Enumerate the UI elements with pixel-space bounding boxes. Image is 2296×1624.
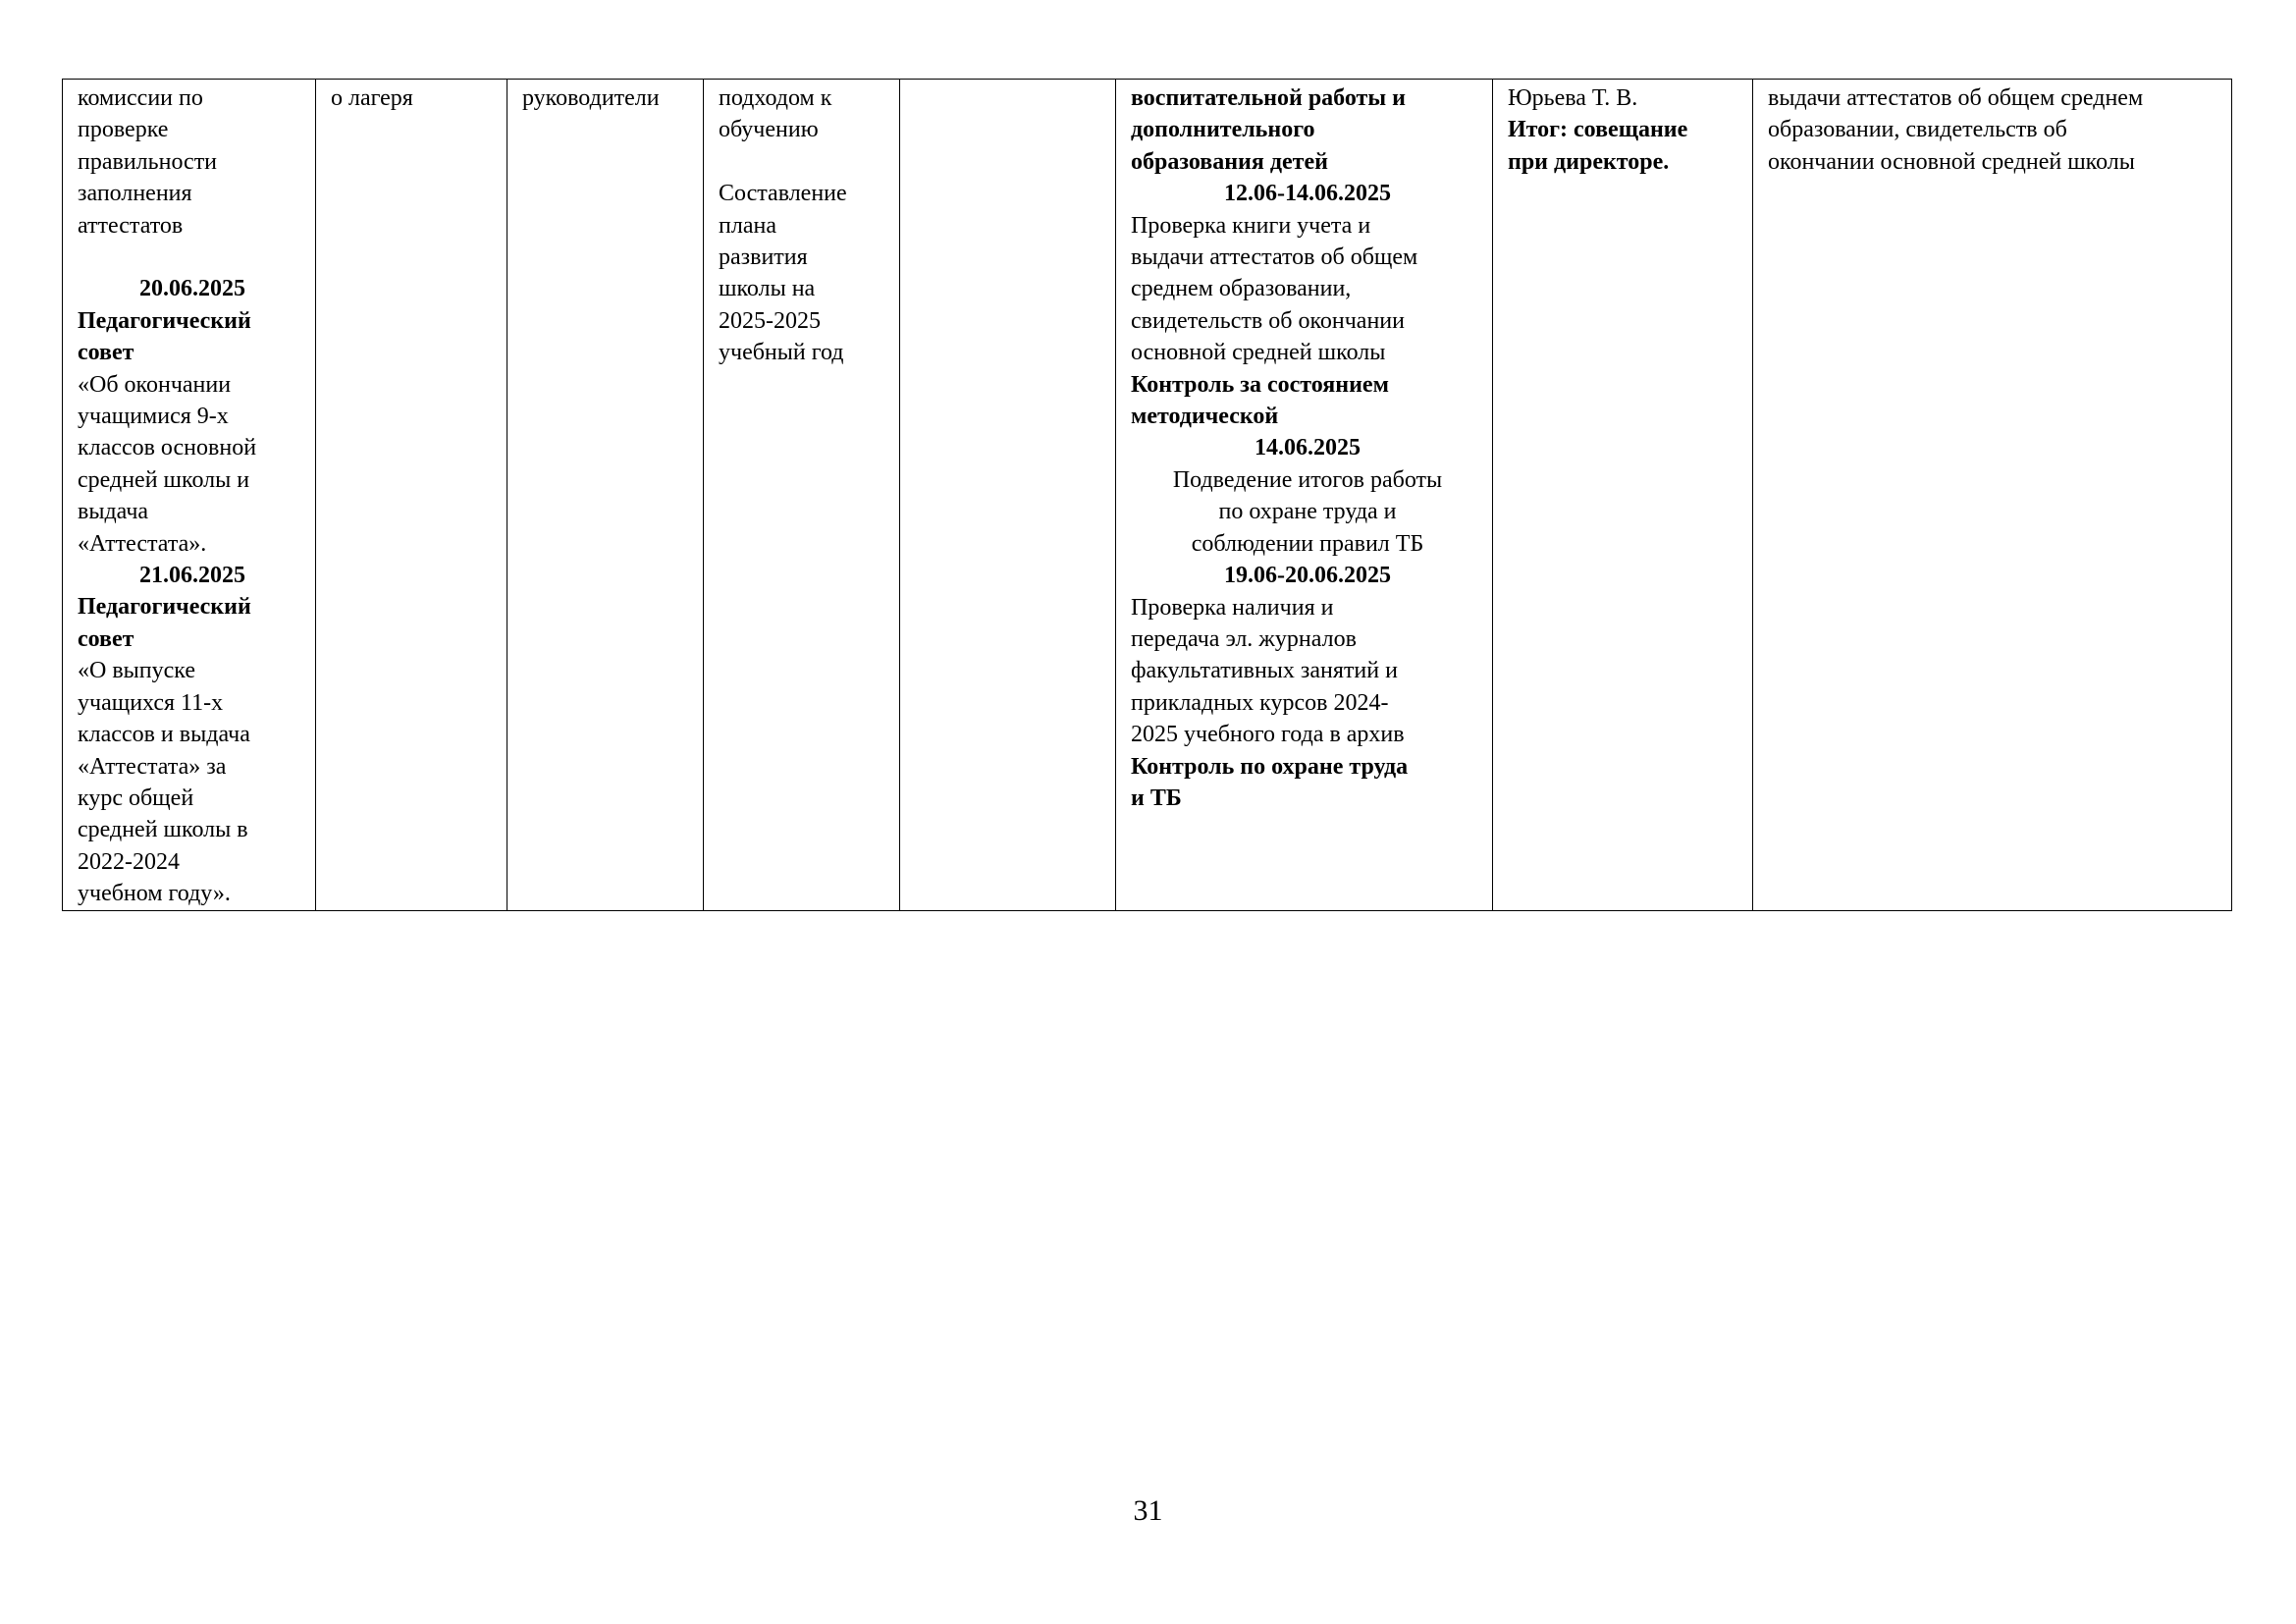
result-text: при директоре. (1508, 148, 1670, 175)
responsible-person: Юрьева Т. В. (1508, 85, 1638, 111)
table-row (63, 80, 2232, 911)
cell-text: комиссии по (78, 85, 203, 111)
cell-text: выдачи аттестатов об общем среднем (1768, 85, 2144, 111)
cell-text: правильности (78, 148, 218, 175)
cell-text: по охране труда и (1218, 499, 1397, 525)
blank-line (78, 242, 307, 273)
cell-text: «Аттестата» за (78, 753, 227, 780)
section-heading: и ТБ (1131, 785, 1182, 811)
cell-text: классов основной (78, 435, 257, 461)
cell-text: 2025-2025 (719, 307, 821, 334)
date-heading: 14.06.2025 (1255, 435, 1361, 461)
cell-text: плана (719, 212, 776, 239)
cell-text: 2025 учебного года в архив (1131, 722, 1405, 748)
cell-text: подходом к (719, 85, 832, 111)
cell-text: средней школы в (78, 817, 248, 843)
section-heading: Контроль за состоянием (1131, 371, 1389, 398)
cell-text: выдача (78, 499, 149, 525)
cell-text: Проверка книги учета и (1131, 212, 1371, 239)
cell-col2 (316, 80, 507, 911)
cell-text: руководители (522, 85, 660, 111)
cell-text: передача эл. журналов (1131, 625, 1357, 652)
cell-text: Составление (719, 181, 847, 207)
cell-text: 2022-2024 (78, 848, 180, 875)
section-heading: образования детей (1131, 148, 1328, 175)
date-heading: 12.06-14.06.2025 (1224, 181, 1391, 207)
cell-text: «Об окончании (78, 371, 232, 398)
date-heading: 21.06.2025 (139, 563, 245, 589)
cell-text: курс общей (78, 785, 194, 811)
meeting-heading: совет (78, 625, 134, 652)
section-heading: методической (1131, 404, 1279, 430)
cell-text: «Аттестата». (78, 530, 207, 557)
cell-col8 (1753, 80, 2232, 911)
result-text: Итог: совещание (1508, 117, 1688, 143)
meeting-heading: совет (78, 340, 134, 366)
cell-col3 (507, 80, 704, 911)
cell-text: обучению (719, 117, 819, 143)
cell-col4 (704, 80, 900, 911)
cell-text: проверке (78, 117, 169, 143)
cell-text: аттестатов (78, 212, 184, 239)
plan-table (62, 79, 2232, 911)
cell-text: учащихся 11-х (78, 689, 224, 716)
cell-text: классов и выдача (78, 722, 250, 748)
cell-text: учащимися 9-х (78, 404, 229, 430)
cell-text: средней школы и (78, 466, 250, 493)
cell-text: среднем образовании, (1131, 276, 1352, 302)
meeting-heading: Педагогический (78, 594, 251, 621)
cell-text: учебный год (719, 340, 844, 366)
cell-text: заполнения (78, 181, 192, 207)
meeting-heading: Педагогический (78, 307, 251, 334)
date-heading: 19.06-20.06.2025 (1224, 563, 1391, 589)
page-number: 31 (1133, 1494, 1163, 1527)
cell-text: учебном году». (78, 881, 231, 907)
section-heading: воспитательной работы и (1131, 85, 1406, 111)
cell-col1 (63, 80, 316, 911)
cell-text: выдачи аттестатов об общем (1131, 244, 1418, 271)
cell-text: прикладных курсов 2024- (1131, 689, 1389, 716)
cell-text: окончании основной средней школы (1768, 148, 2135, 175)
cell-text: свидетельств об окончании (1131, 307, 1405, 334)
cell-text: образовании, свидетельств об (1768, 117, 2067, 143)
section-heading: дополнительного (1131, 117, 1315, 143)
cell-text: основной средней школы (1131, 340, 1386, 366)
cell-text: соблюдении правил ТБ (1191, 530, 1424, 557)
cell-text: «О выпуске (78, 658, 195, 684)
cell-text: о лагеря (331, 85, 413, 111)
section-heading: Контроль по охране труда (1131, 753, 1409, 780)
cell-text: Проверка наличия и (1131, 594, 1334, 621)
cell-text: школы на (719, 276, 816, 302)
cell-text: развития (719, 244, 808, 271)
cell-col5 (900, 80, 1116, 911)
cell-col7 (1493, 80, 1753, 911)
blank-line (719, 146, 891, 178)
cell-text: Подведение итогов работы (1172, 466, 1443, 493)
date-heading: 20.06.2025 (139, 276, 245, 302)
cell-text: факультативных занятий и (1131, 658, 1398, 684)
cell-col6 (1116, 80, 1493, 911)
